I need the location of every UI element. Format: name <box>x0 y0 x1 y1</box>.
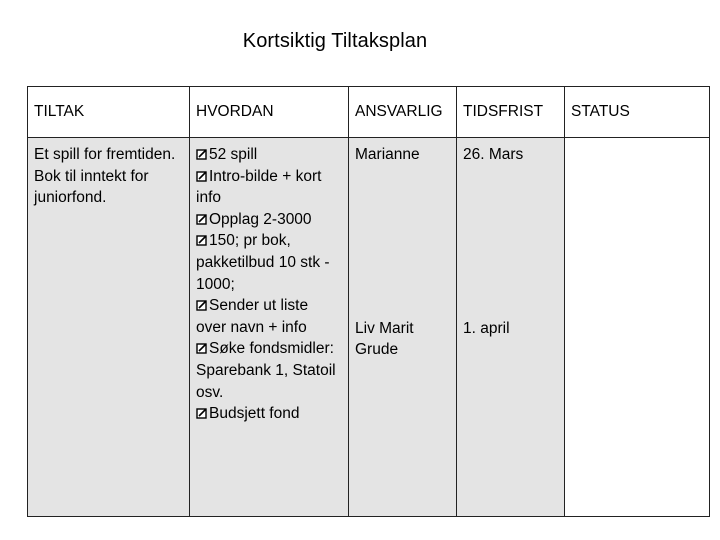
cell-tidsfrist <box>457 138 565 517</box>
hvordan-item <box>196 209 342 231</box>
header-hvordan: HVORDAN <box>190 87 349 138</box>
page-title: Kortsiktig Tiltaksplan <box>242 30 428 52</box>
hvordan-item-text: 52 spill <box>209 146 258 163</box>
cell-ansvarlig <box>349 138 457 517</box>
hvordan-item-text: Budsjett fond <box>209 405 300 423</box>
checkbox-bullet-icon <box>196 234 208 246</box>
cell-status <box>565 138 710 517</box>
cell-tiltak: Et spill for fremtiden. Bok til inntekt for juniorfond. <box>28 138 190 517</box>
header-tiltak: TILTAK <box>28 87 190 138</box>
checkbox-bullet-icon <box>196 148 208 160</box>
checkbox-bullet-icon <box>196 299 208 311</box>
checkbox-bullet-icon <box>196 407 208 419</box>
hvordan-item-text: Sender ut liste over navn + info <box>196 297 309 336</box>
hvordan-item-text: Søke fondsmidler: Sparebank 1, Statoil osv. <box>196 340 336 401</box>
checkbox-bullet-icon <box>196 342 208 354</box>
checkbox-bullet-icon <box>196 170 208 182</box>
hvordan-item-text: Intro-bilde + kort info <box>196 167 322 207</box>
header-ansvarlig: ANSVARLIG <box>349 87 457 138</box>
header-status: STATUS <box>565 87 710 138</box>
table-row <box>28 138 710 517</box>
ansvarlig-2: Liv Marit Grude <box>355 319 414 359</box>
hvordan-item <box>196 166 342 209</box>
hvordan-item <box>196 338 342 403</box>
cell-hvordan <box>190 138 349 517</box>
hvordan-item <box>196 295 342 338</box>
ansvarlig-1: Marianne <box>355 146 420 163</box>
hvordan-item <box>196 144 342 166</box>
hvordan-item-text: Opplag 2-3000 <box>209 210 312 228</box>
hvordan-item <box>196 403 342 425</box>
tidsfrist-1: 26. Mars <box>463 146 524 163</box>
header-row <box>28 87 710 138</box>
tidsfrist-2: 1. april <box>463 319 510 337</box>
header-tidsfrist: TIDSFRIST <box>457 87 565 138</box>
hvordan-item <box>196 230 342 295</box>
hvordan-item-text: 150; pr bok, pakketilbud 10 stk - 1000; <box>196 232 330 293</box>
checkbox-bullet-icon <box>196 213 208 225</box>
action-plan-table <box>27 86 710 517</box>
hvordan-list <box>196 144 342 425</box>
